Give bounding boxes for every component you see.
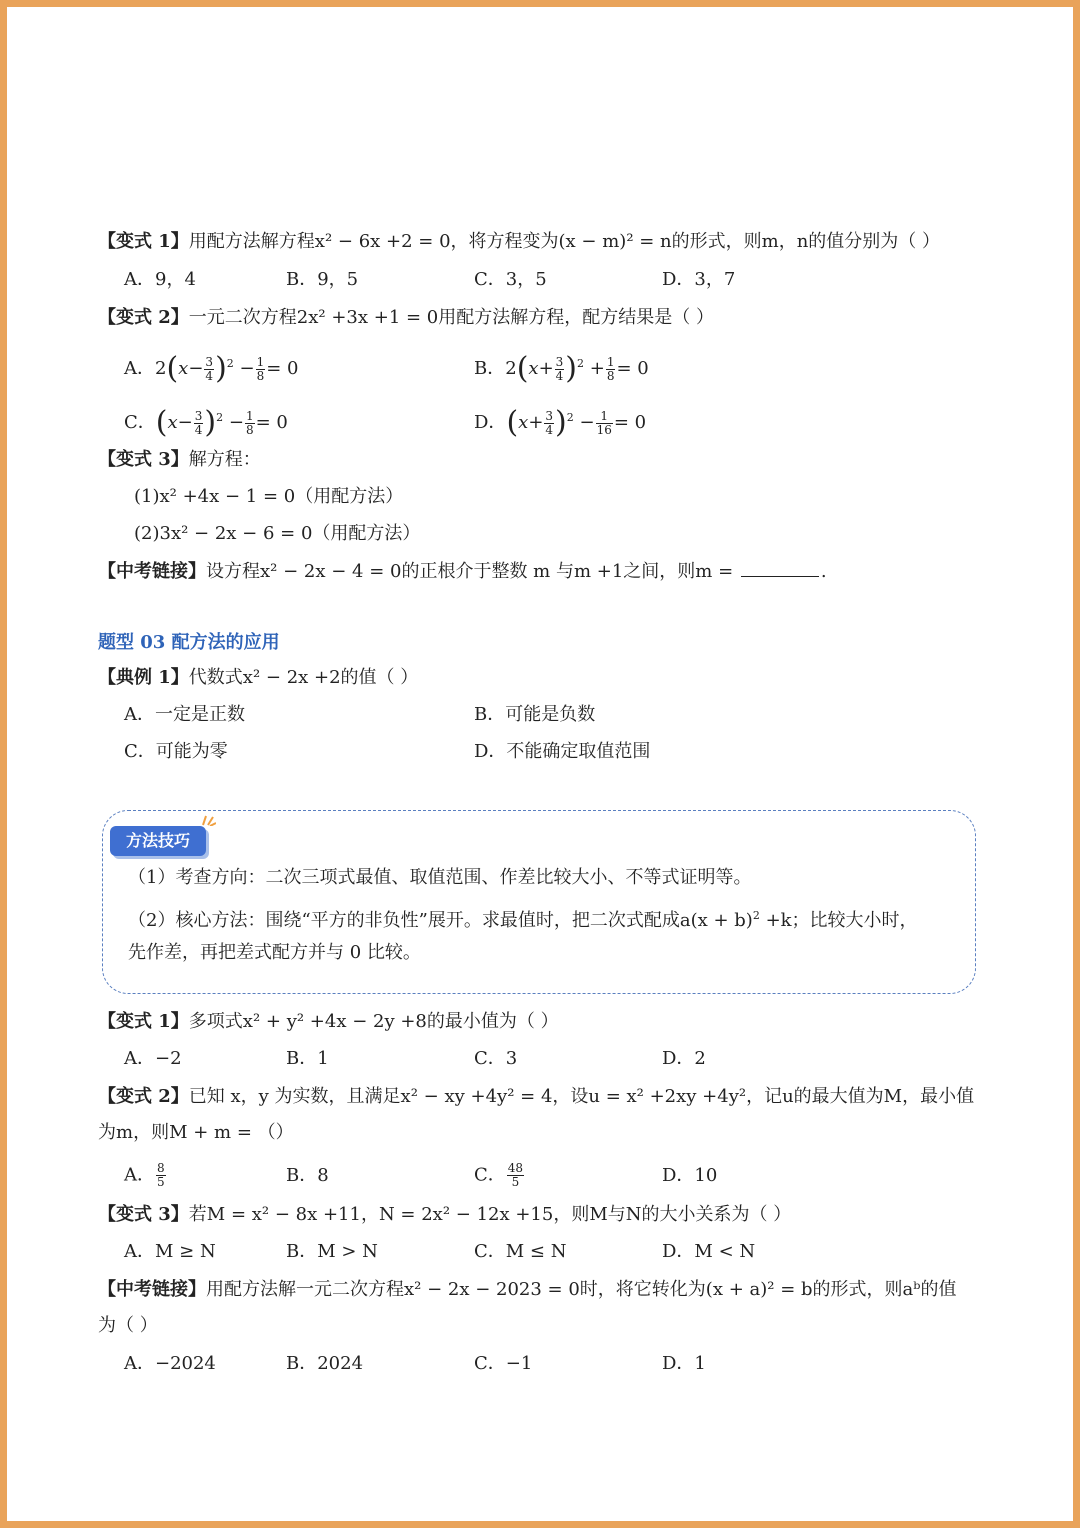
sub-question-1: (1)x² +4x − 1 = 0（用配方法） — [134, 486, 404, 507]
answer-blank[interactable] — [741, 560, 819, 577]
equals-zero: = 0 — [613, 412, 647, 433]
option-label: D． — [474, 412, 507, 433]
section-title: 题型 03 配方法的应用 — [98, 632, 280, 653]
sign: + — [538, 358, 554, 379]
option-b[interactable]: B．8 — [286, 1165, 329, 1186]
option-b[interactable]: B．2024 — [286, 1353, 364, 1374]
question-variant-3 — [98, 1203, 791, 1227]
coef: 2 — [155, 358, 167, 379]
exponent: 2 — [566, 411, 574, 424]
exponent: 2 — [216, 411, 224, 424]
question-variant-1 — [98, 1010, 559, 1034]
option-c[interactable]: C．M ≤ N — [474, 1241, 567, 1262]
fraction: $\frac{1}{8}$ — [245, 408, 254, 437]
option-label: A． — [124, 1164, 155, 1186]
tip-line-2: （2）核心方法：围绕“平方的非负性”展开。求最值时，把二次式配成$a(x + b)^2 +k$；比较大小时， — [128, 909, 918, 931]
option-a[interactable]: A．9，4 — [124, 269, 196, 290]
question-variant-1 — [98, 230, 940, 254]
option-label: A． — [124, 358, 155, 379]
equals-zero: = 0 — [255, 412, 288, 433]
question-variant-2 — [98, 1085, 974, 1109]
fraction: $\frac{1}{8}$ — [256, 354, 265, 383]
option-d[interactable]: D．1 — [662, 1353, 706, 1374]
option-b[interactable]: B．M > N — [286, 1241, 378, 1262]
method-tips-label: 方法技巧 — [110, 826, 206, 856]
sign: − — [228, 412, 244, 433]
option-c[interactable]: C．3 — [474, 1048, 518, 1069]
sparkle-icon — [200, 812, 216, 826]
option-b[interactable]: B．9，5 — [286, 269, 359, 290]
question-text: 已知 x，y 为实数，且满足x² − xy +4y² = 4，设u = x² +2xy +4y²，记u的最大值为M，最小值 — [188, 1086, 975, 1107]
exam-link-question — [98, 560, 827, 584]
question-tag: 【变式 2】 — [98, 1086, 189, 1107]
option-b[interactable]: B．2(x+ $\frac{3}{4}$ )$^2$ + $\frac{1}{8}$ = 0 — [474, 351, 649, 386]
option-d[interactable]: D．2 — [662, 1048, 706, 1069]
option-b[interactable]: B．可能是负数 — [474, 704, 596, 725]
equals-zero: = 0 — [266, 358, 299, 379]
fraction: $\frac{3}{4}$ — [194, 408, 203, 437]
question-tag: 【变式 1】 — [98, 231, 189, 252]
sign: − — [239, 358, 255, 379]
sign: − — [579, 412, 595, 433]
option-b[interactable]: B．1 — [286, 1048, 329, 1069]
question-tag: 【变式 3】 — [98, 449, 189, 470]
option-d[interactable]: D．10 — [662, 1165, 718, 1186]
option-c[interactable] — [474, 1162, 525, 1189]
question-tag: 【中考链接】 — [98, 561, 206, 582]
option-c[interactable]: C．(x− $\frac{3}{4}$ )$^2$ − $\frac{1}{8}$ = 0 — [124, 405, 288, 440]
fraction: $\frac{3}{4}$ — [555, 354, 564, 383]
question-text: 解方程： — [188, 449, 261, 470]
tip-line-3: 先作差，再把差式配方并与 0 比较。 — [128, 942, 421, 963]
option-a[interactable] — [124, 1162, 167, 1189]
fraction: $\frac{48}{5}$ — [507, 1161, 524, 1189]
option-c[interactable]: C．−1 — [474, 1353, 533, 1374]
question-text-continued: 为m，则M + m = （） — [98, 1122, 294, 1143]
option-a[interactable]: A．−2024 — [124, 1353, 216, 1374]
option-c[interactable]: C．可能为零 — [124, 741, 228, 762]
exponent: 2 — [577, 357, 585, 370]
coef: 2 — [505, 358, 517, 379]
question-tag: 【变式 3】 — [98, 1204, 189, 1225]
question-tag: 【变式 2】 — [98, 307, 189, 328]
option-a[interactable]: A．−2 — [124, 1048, 182, 1069]
fraction: $\frac{1}{16}$ — [596, 408, 612, 437]
fraction: $\frac{3}{4}$ — [205, 354, 214, 383]
question-text: 一元二次方程2x² +3x +1 = 0用配方法解方程，配方结果是（ ） — [188, 307, 714, 328]
tip-line-1: （1）考查方向：二次三项式最值、取值范围、作差比较大小、不等式证明等。 — [128, 867, 752, 888]
question-variant-2 — [98, 306, 714, 330]
option-label: B． — [474, 358, 506, 379]
question-text-continued: 为（ ） — [98, 1315, 158, 1336]
sign: − — [177, 412, 193, 433]
option-d[interactable]: D．不能确定取值范围 — [474, 741, 651, 762]
question-text: 多项式x² + y² +4x − 2y +8的最小值为（ ） — [188, 1011, 559, 1032]
fraction: $\frac{3}{4}$ — [545, 408, 554, 437]
fraction: $\frac{8}{5}$ — [157, 1161, 165, 1189]
question-text: 设方程x² − 2x − 4 = 0的正根介于整数 m 与m +1之间，则m = — [206, 561, 739, 582]
question-tag: 【典例 1】 — [98, 667, 189, 688]
question-tag: 【中考链接】 — [98, 1279, 206, 1300]
option-label: C． — [474, 1164, 506, 1186]
question-variant-3 — [98, 448, 261, 472]
example-1 — [98, 666, 418, 690]
option-c[interactable]: C．3，5 — [474, 269, 547, 290]
exponent: 2 — [226, 357, 234, 370]
exam-link-question — [98, 1278, 956, 1302]
option-a[interactable]: A．2(x− $\frac{3}{4}$ )$^2$ − $\frac{1}{8}$ = 0 — [124, 351, 299, 386]
option-d[interactable]: D．(x+ $\frac{3}{4}$ )$^2$ − $\frac{1}{16}$ = 0 — [474, 405, 647, 440]
sign: + — [528, 412, 544, 433]
fraction: $\frac{1}{8}$ — [606, 354, 615, 383]
period: . — [820, 561, 827, 582]
option-a[interactable]: A．M ≥ N — [124, 1241, 216, 1262]
sign: − — [188, 358, 204, 379]
option-d[interactable]: D．M < N — [662, 1241, 756, 1262]
option-d[interactable]: D．3，7 — [662, 269, 736, 290]
option-a[interactable]: A．一定是正数 — [124, 704, 245, 725]
sub-question-2: (2)3x² − 2x − 6 = 0（用配方法） — [134, 523, 421, 544]
question-text: 用配方法解一元二次方程x² − 2x − 2023 = 0时，将它转化为(x + a)² = b的形式，则aᵇ的值 — [206, 1279, 957, 1300]
method-tips-box — [102, 810, 976, 994]
sign: + — [589, 358, 605, 379]
question-text: 若M = x² − 8x +11，N = 2x² − 12x +15，则M与N的大小关系为（ ） — [188, 1204, 792, 1225]
equals-zero: = 0 — [616, 358, 649, 379]
option-label: C． — [124, 412, 156, 433]
question-text: 代数式x² − 2x +2的值（ ） — [188, 667, 419, 688]
question-tag: 【变式 1】 — [98, 1011, 189, 1032]
question-text: 用配方法解方程x² − 6x +2 = 0，将方程变为(x − m)² = n的形式，则m，n的值分别为（ ） — [188, 231, 941, 252]
